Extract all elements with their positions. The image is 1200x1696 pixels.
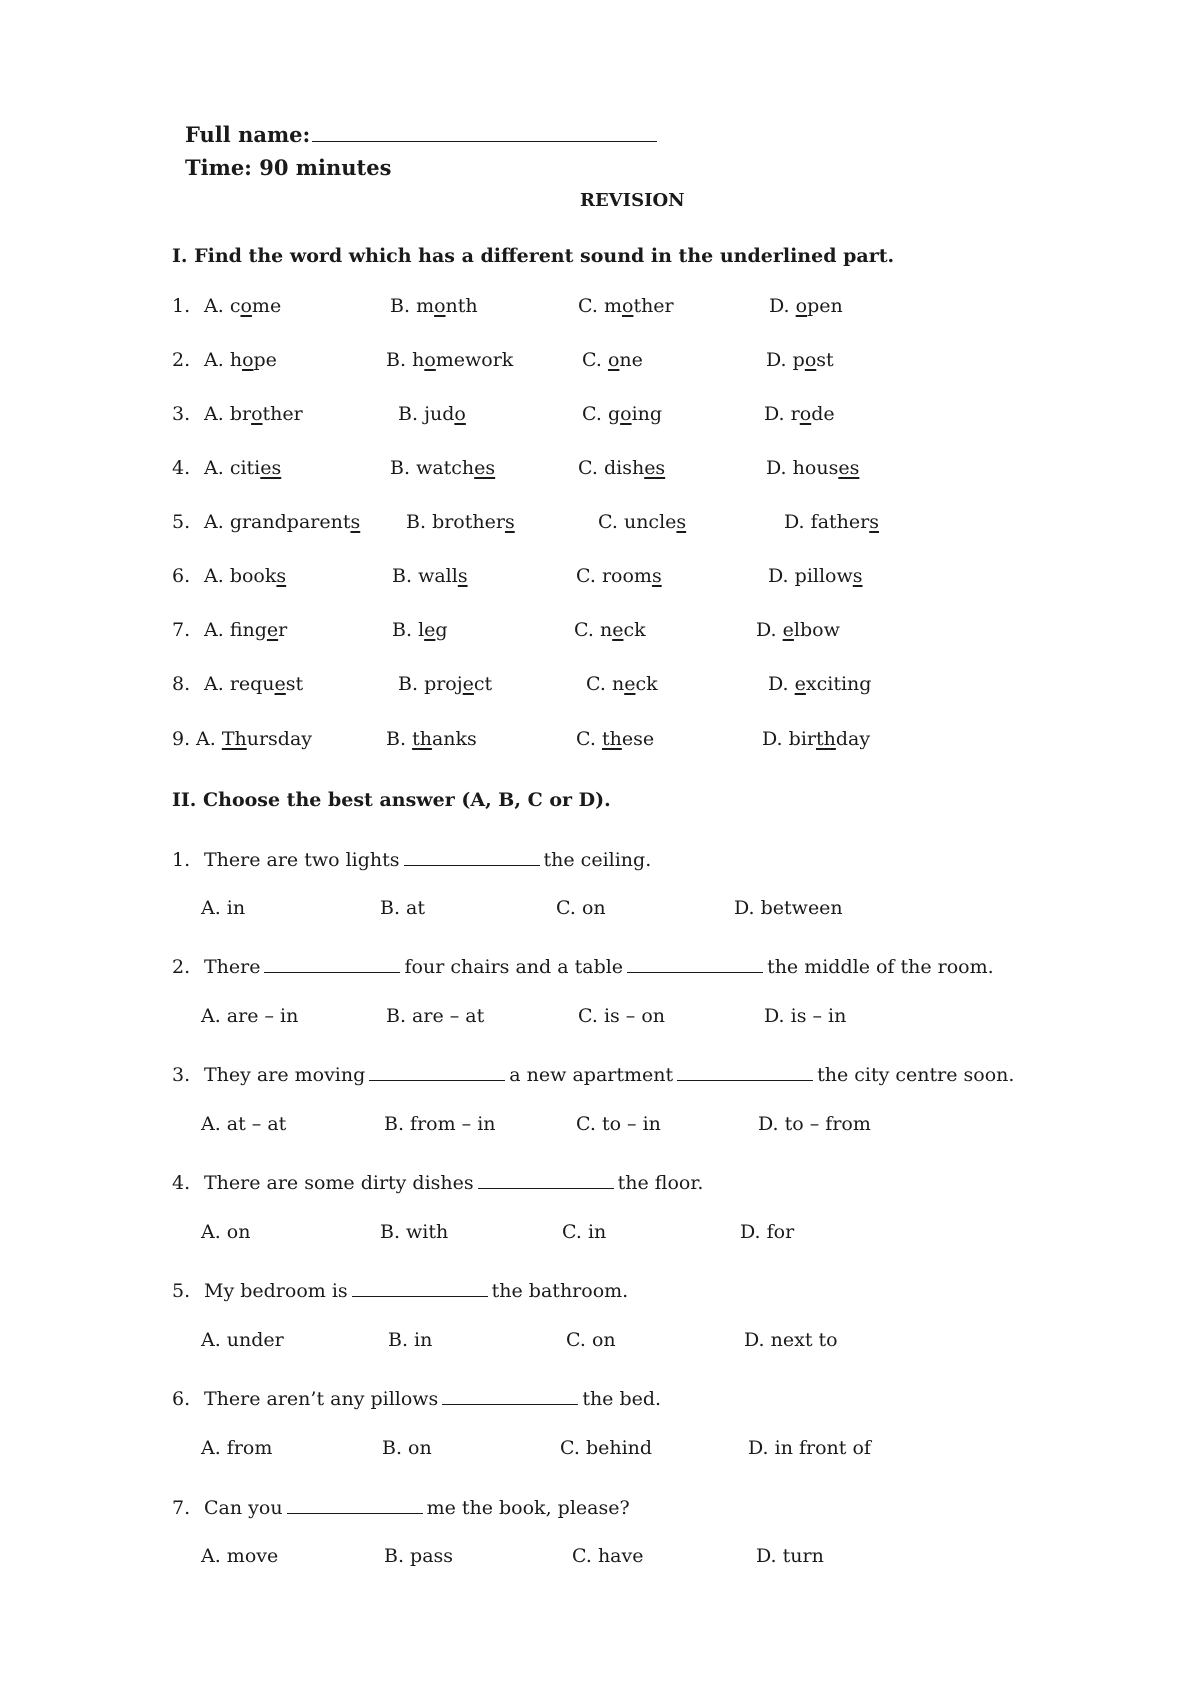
- underlined-part: s: [504, 511, 515, 533]
- word-part: m: [603, 295, 622, 317]
- answer-option[interactable]: [576, 730, 654, 749]
- answer-blank[interactable]: [404, 846, 540, 866]
- underlined-part: e: [612, 619, 624, 641]
- underlined-part: e: [624, 673, 636, 695]
- answer-option[interactable]: D. for: [740, 1221, 795, 1243]
- option-letter: C.: [574, 619, 594, 641]
- answer-option[interactable]: D. next to: [744, 1329, 838, 1351]
- option-letter: A.: [204, 511, 224, 533]
- answer-option[interactable]: [196, 730, 312, 749]
- question-number: 3.: [172, 1064, 191, 1086]
- word-part: pillow: [794, 565, 853, 587]
- word-part: watch: [416, 457, 475, 479]
- underlined-part: s: [869, 511, 879, 533]
- answer-option[interactable]: A. from: [201, 1437, 273, 1459]
- underlined-part: e: [424, 619, 436, 641]
- option-letter: A.: [196, 728, 216, 750]
- answer-option[interactable]: C. have: [572, 1545, 644, 1567]
- word-part: pe: [253, 349, 277, 371]
- word-part: dish: [603, 457, 645, 479]
- question-number: 7.: [172, 619, 191, 641]
- underlined-part: o: [454, 403, 466, 425]
- answer-option[interactable]: [204, 621, 287, 640]
- answer-option[interactable]: [582, 351, 643, 370]
- answer-option[interactable]: [766, 459, 859, 478]
- answer-option[interactable]: [204, 459, 281, 478]
- word-part: l: [418, 619, 425, 641]
- answer-option[interactable]: [406, 513, 515, 532]
- word-part: br: [229, 403, 252, 425]
- underlined-part: o: [251, 403, 263, 425]
- option-letter: A.: [204, 457, 224, 479]
- question-number: 7.: [172, 1497, 191, 1519]
- question-segment: four chairs and a table: [404, 956, 624, 978]
- option-letter: A.: [204, 673, 224, 695]
- answer-option[interactable]: D. is – in: [764, 1005, 847, 1027]
- word-part: hous: [792, 457, 839, 479]
- option-letter: C.: [598, 511, 618, 533]
- answer-blank[interactable]: [352, 1277, 488, 1297]
- word-part: ne: [619, 349, 643, 371]
- answer-option[interactable]: [204, 297, 281, 316]
- option-letter: D.: [766, 349, 787, 371]
- option-letter: C.: [576, 728, 596, 750]
- answer-option[interactable]: C. is – on: [578, 1005, 666, 1027]
- word-part: st: [285, 673, 304, 695]
- answer-option[interactable]: [764, 405, 835, 424]
- answer-option[interactable]: D. between: [734, 897, 843, 919]
- answer-option[interactable]: C. behind: [560, 1437, 653, 1459]
- answer-option[interactable]: [766, 351, 834, 370]
- underlined-part: o: [799, 403, 812, 425]
- answer-option[interactable]: B. on: [382, 1437, 432, 1459]
- section-1-heading: I. Find the word which has a different sound in the underlined part.: [172, 245, 895, 267]
- underlined-part: o: [620, 403, 632, 425]
- word-part: de: [811, 403, 835, 425]
- question-number: 2.: [172, 956, 191, 978]
- underlined-part: th: [601, 728, 622, 750]
- question-number: 1.: [172, 849, 191, 871]
- answer-blank[interactable]: [369, 1061, 505, 1081]
- word-part: ther: [262, 403, 303, 425]
- word-part: nth: [445, 295, 478, 317]
- answer-option[interactable]: [756, 621, 840, 640]
- underlined-part: o: [804, 349, 817, 371]
- answer-option[interactable]: C. on: [566, 1329, 616, 1351]
- answer-blank[interactable]: [264, 953, 400, 973]
- word-part: ck: [623, 619, 646, 641]
- question-text: [172, 1494, 630, 1518]
- underlined-part: th: [412, 728, 432, 750]
- word-part: n: [611, 673, 625, 695]
- answer-blank[interactable]: [442, 1385, 578, 1405]
- question-segment: They are moving: [204, 1064, 366, 1086]
- question-text: [172, 953, 994, 977]
- underlined-part: s: [457, 565, 468, 587]
- word-part: ursday: [246, 728, 313, 750]
- answer-option[interactable]: [586, 675, 658, 694]
- underlined-part: es: [474, 457, 496, 479]
- word-part: p: [792, 349, 805, 371]
- option-letter: C.: [578, 457, 598, 479]
- answer-option[interactable]: [578, 459, 665, 478]
- option-letter: A.: [204, 403, 224, 425]
- option-letter: D.: [768, 673, 789, 695]
- option-letter: B.: [386, 728, 407, 750]
- answer-option[interactable]: [390, 297, 478, 316]
- word-part: fing: [229, 619, 267, 641]
- question-segment: a new apartment: [509, 1064, 674, 1086]
- question-segment: the middle of the room.: [767, 956, 994, 978]
- underlined-part: e: [266, 619, 279, 641]
- word-part: uncle: [623, 511, 677, 533]
- word-part: xciting: [805, 673, 872, 695]
- option-letter: A.: [204, 295, 224, 317]
- answer-blank[interactable]: [677, 1061, 813, 1081]
- full-name-line: [185, 120, 657, 145]
- answer-option[interactable]: A. at – at: [201, 1113, 287, 1135]
- word-part: room: [601, 565, 652, 587]
- word-part: wall: [418, 565, 458, 587]
- answer-option[interactable]: [386, 730, 477, 749]
- word-part: ct: [473, 673, 493, 695]
- underlined-part: o: [795, 295, 808, 317]
- answer-option[interactable]: C. in: [562, 1221, 607, 1243]
- option-letter: B.: [392, 619, 413, 641]
- underlined-part: s: [350, 511, 361, 533]
- underlined-part: o: [240, 295, 252, 317]
- question-segment: the ceiling.: [543, 849, 652, 871]
- underlined-part: Th: [221, 728, 247, 750]
- word-part: book: [229, 565, 277, 587]
- answer-option[interactable]: [576, 567, 662, 586]
- word-part: ck: [635, 673, 658, 695]
- word-part: g: [607, 403, 621, 425]
- answer-option[interactable]: C. to – in: [576, 1113, 661, 1135]
- option-letter: C.: [586, 673, 606, 695]
- answer-option[interactable]: [769, 297, 843, 316]
- underlined-part: o: [242, 349, 254, 371]
- answer-blank[interactable]: [287, 1494, 423, 1514]
- option-letter: A.: [204, 619, 224, 641]
- option-letter: D.: [766, 457, 787, 479]
- question-text: [172, 846, 651, 870]
- answer-option[interactable]: [768, 675, 871, 694]
- option-letter: C.: [582, 403, 602, 425]
- option-letter: D.: [784, 511, 805, 533]
- page-title: REVISION: [580, 190, 685, 211]
- word-part: proj: [424, 673, 463, 695]
- word-part: anks: [431, 728, 477, 750]
- answer-option[interactable]: B. pass: [384, 1545, 454, 1567]
- word-part: g: [435, 619, 448, 641]
- answer-option[interactable]: [204, 405, 303, 424]
- underlined-part: o: [621, 295, 634, 317]
- option-letter: D.: [769, 295, 790, 317]
- underlined-part: th: [815, 728, 836, 750]
- answer-option[interactable]: B. with: [380, 1221, 449, 1243]
- answer-option[interactable]: B. at: [380, 897, 426, 919]
- option-letter: A.: [204, 565, 224, 587]
- option-letter: C.: [578, 295, 598, 317]
- option-letter: C.: [582, 349, 602, 371]
- answer-option[interactable]: [386, 351, 513, 370]
- option-letter: D.: [764, 403, 785, 425]
- time-label: Time: 90 minutes: [185, 155, 392, 180]
- answer-option[interactable]: A. move: [201, 1545, 279, 1567]
- answer-option[interactable]: A. in: [201, 897, 246, 919]
- answer-option[interactable]: D. in front of: [748, 1437, 871, 1459]
- word-part: lbow: [793, 619, 840, 641]
- underlined-part: o: [607, 349, 620, 371]
- answer-option[interactable]: [204, 567, 286, 586]
- answer-option[interactable]: A. under: [201, 1329, 284, 1351]
- answer-option[interactable]: [574, 621, 646, 640]
- question-number: 1.: [172, 295, 191, 317]
- underlined-part: es: [838, 457, 860, 479]
- word-part: bir: [788, 728, 816, 750]
- question-number: 4.: [172, 1172, 191, 1194]
- word-part: day: [835, 728, 871, 750]
- answer-option[interactable]: B. from – in: [384, 1113, 496, 1135]
- answer-option[interactable]: C. on: [556, 897, 606, 919]
- option-letter: B.: [392, 565, 413, 587]
- answer-option[interactable]: B. in: [388, 1329, 433, 1351]
- option-letter: D.: [768, 565, 789, 587]
- word-part: jud: [424, 403, 455, 425]
- question-segment: There aren’t any pillows: [204, 1388, 439, 1410]
- underlined-part: s: [676, 511, 687, 533]
- answer-option[interactable]: [392, 621, 448, 640]
- question-segment: the floor.: [617, 1172, 704, 1194]
- word-part: father: [810, 511, 870, 533]
- underlined-part: s: [651, 565, 662, 587]
- word-part: mework: [435, 349, 514, 371]
- word-part: brother: [432, 511, 505, 533]
- underlined-part: s: [276, 565, 287, 587]
- answer-blank[interactable]: [627, 953, 763, 973]
- option-letter: B.: [398, 403, 419, 425]
- question-segment: My bedroom is: [204, 1280, 348, 1302]
- word-part: requ: [229, 673, 275, 695]
- option-letter: D.: [756, 619, 777, 641]
- question-number: 6.: [172, 565, 191, 587]
- underlined-part: e: [782, 619, 794, 641]
- option-letter: C.: [576, 565, 596, 587]
- question-number: 4.: [172, 457, 191, 479]
- underlined-part: s: [852, 565, 863, 587]
- word-part: m: [416, 295, 435, 317]
- answer-option[interactable]: [582, 405, 662, 424]
- answer-option[interactable]: [768, 567, 863, 586]
- word-part: st: [816, 349, 834, 371]
- question-number: 3.: [172, 403, 191, 425]
- answer-option[interactable]: A. on: [201, 1221, 251, 1243]
- option-letter: B.: [386, 349, 407, 371]
- underlined-part: es: [644, 457, 666, 479]
- question-segment: the bathroom.: [491, 1280, 629, 1302]
- word-part: ing: [631, 403, 663, 425]
- option-letter: B.: [390, 295, 411, 317]
- word-part: h: [229, 349, 243, 371]
- question-segment: Can you: [204, 1497, 283, 1519]
- underlined-part: e: [794, 673, 806, 695]
- answer-option[interactable]: [204, 351, 277, 370]
- question-number: 5.: [172, 511, 191, 533]
- answer-option[interactable]: [578, 297, 674, 316]
- answer-option[interactable]: [392, 567, 468, 586]
- question-number: 6.: [172, 1388, 191, 1410]
- question-number: 5.: [172, 1280, 191, 1302]
- option-letter: A.: [204, 349, 224, 371]
- word-part: h: [412, 349, 425, 371]
- underlined-part: o: [434, 295, 446, 317]
- section-2-heading: II. Choose the best answer (A, B, C or D).: [172, 789, 611, 811]
- answer-option[interactable]: A. are – in: [201, 1005, 299, 1027]
- question-number: 8.: [172, 673, 191, 695]
- answer-option[interactable]: [762, 730, 870, 749]
- option-letter: B.: [390, 457, 411, 479]
- question-segment: the city centre soon.: [817, 1064, 1015, 1086]
- option-letter: B.: [398, 673, 419, 695]
- word-part: r: [790, 403, 800, 425]
- word-part: me: [251, 295, 282, 317]
- question-number: 2.: [172, 349, 191, 371]
- question-segment: me the book, please?: [426, 1497, 630, 1519]
- answer-option[interactable]: [598, 513, 686, 532]
- word-part: r: [278, 619, 288, 641]
- full-name-blank[interactable]: [312, 120, 657, 142]
- answer-blank[interactable]: [478, 1169, 614, 1189]
- answer-option[interactable]: D. turn: [756, 1545, 824, 1567]
- full-name-label: Full name:: [185, 122, 311, 147]
- answer-option[interactable]: [398, 675, 492, 694]
- underlined-part: e: [462, 673, 474, 695]
- answer-option[interactable]: [204, 675, 303, 694]
- option-letter: B.: [406, 511, 427, 533]
- word-part: grandparent: [229, 511, 351, 533]
- question-segment: There: [204, 956, 261, 978]
- word-part: ther: [633, 295, 674, 317]
- word-part: n: [599, 619, 613, 641]
- answer-option[interactable]: [390, 459, 495, 478]
- underlined-part: e: [274, 673, 286, 695]
- word-part: citi: [229, 457, 261, 479]
- question-text: [172, 1385, 661, 1409]
- question-segment: the bed.: [582, 1388, 662, 1410]
- answer-option[interactable]: D. to – from: [758, 1113, 871, 1135]
- question-text: [172, 1061, 1014, 1085]
- word-part: c: [229, 295, 241, 317]
- answer-option[interactable]: [784, 513, 879, 532]
- option-letter: D.: [762, 728, 783, 750]
- question-text: [172, 1277, 628, 1301]
- question-number: 9.: [172, 728, 191, 750]
- question-segment: There are two lights: [204, 849, 400, 871]
- question-text: [172, 1169, 703, 1193]
- underlined-part: es: [260, 457, 282, 479]
- underlined-part: o: [424, 349, 436, 371]
- answer-option[interactable]: [398, 405, 466, 424]
- answer-option[interactable]: B. are – at: [386, 1005, 485, 1027]
- word-part: ese: [621, 728, 655, 750]
- answer-option[interactable]: [204, 513, 360, 532]
- word-part: pen: [807, 295, 843, 317]
- question-segment: There are some dirty dishes: [204, 1172, 474, 1194]
